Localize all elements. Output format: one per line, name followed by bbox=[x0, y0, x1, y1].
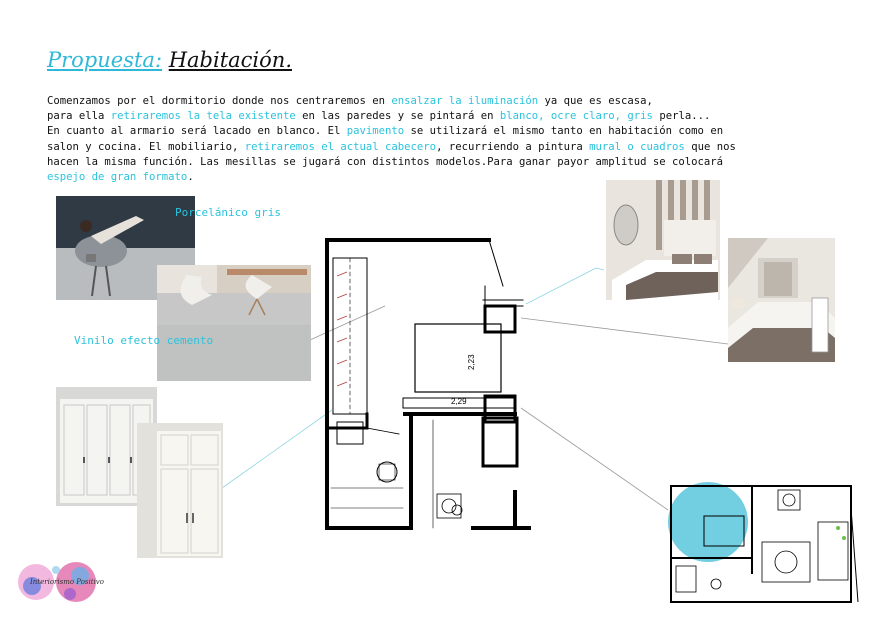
highlight-text: espejo de gran formato bbox=[47, 171, 188, 184]
text: ya que es escasa, bbox=[538, 95, 653, 107]
highlight-text: pavimento bbox=[346, 125, 405, 138]
text: En cuanto al armario será lacado en blanco. El bbox=[47, 125, 347, 138]
floor-plan-main bbox=[323, 238, 533, 534]
floor-plan-mini bbox=[668, 478, 864, 606]
photo-wardrobe-2 bbox=[137, 423, 223, 558]
highlight-text: blanco, ocre claro, gris bbox=[499, 110, 653, 123]
connector-line bbox=[596, 268, 604, 270]
highlight-text: ensalzar la iluminación bbox=[391, 95, 539, 107]
text: que nos bbox=[684, 140, 736, 153]
logo-text: Interiorismo Positivo bbox=[30, 578, 104, 586]
photo-cement-floor bbox=[157, 265, 311, 381]
title-room: Habitación. bbox=[168, 48, 292, 72]
highlight-circle bbox=[668, 482, 748, 562]
text: Comenzamos por el dormitorio donde nos centraremos en bbox=[47, 95, 392, 107]
connector-line bbox=[521, 408, 668, 510]
title-label: Propuesta: bbox=[47, 48, 163, 72]
photo-bedroom-attic bbox=[728, 238, 835, 362]
dim-bed-height: 2,23 bbox=[467, 354, 476, 370]
highlight-text: retiraremos la tela existente bbox=[110, 110, 296, 123]
connector-line bbox=[222, 410, 332, 488]
connector-line bbox=[526, 268, 596, 304]
text: salon y cocina. El mobiliario, bbox=[47, 140, 245, 153]
label-vinilo: Vinilo efecto cemento bbox=[74, 334, 214, 347]
highlight-text: retiraremos el actual cabecero bbox=[244, 140, 437, 153]
text: en las paredes y se pintará en bbox=[295, 110, 500, 123]
text: perla... bbox=[652, 110, 711, 123]
text: , recurriendo a pintura bbox=[436, 140, 590, 153]
connector-line bbox=[521, 318, 728, 344]
dim-bed-width: 2,29 bbox=[451, 397, 467, 406]
photo-bedroom-stripes bbox=[606, 180, 720, 300]
text: hacen la misma función. Las mesillas se jugará con distintos modelos.Para ganar payor amplitud se colocará bbox=[47, 155, 724, 168]
label-porcelanico: Porcelánico gris bbox=[175, 206, 281, 219]
text: . bbox=[187, 171, 194, 184]
highlight-text: mural o cuadros bbox=[589, 140, 685, 153]
text: se utilizará el mismo tanto en habitación como en bbox=[404, 125, 724, 138]
text: para ella bbox=[47, 110, 111, 123]
